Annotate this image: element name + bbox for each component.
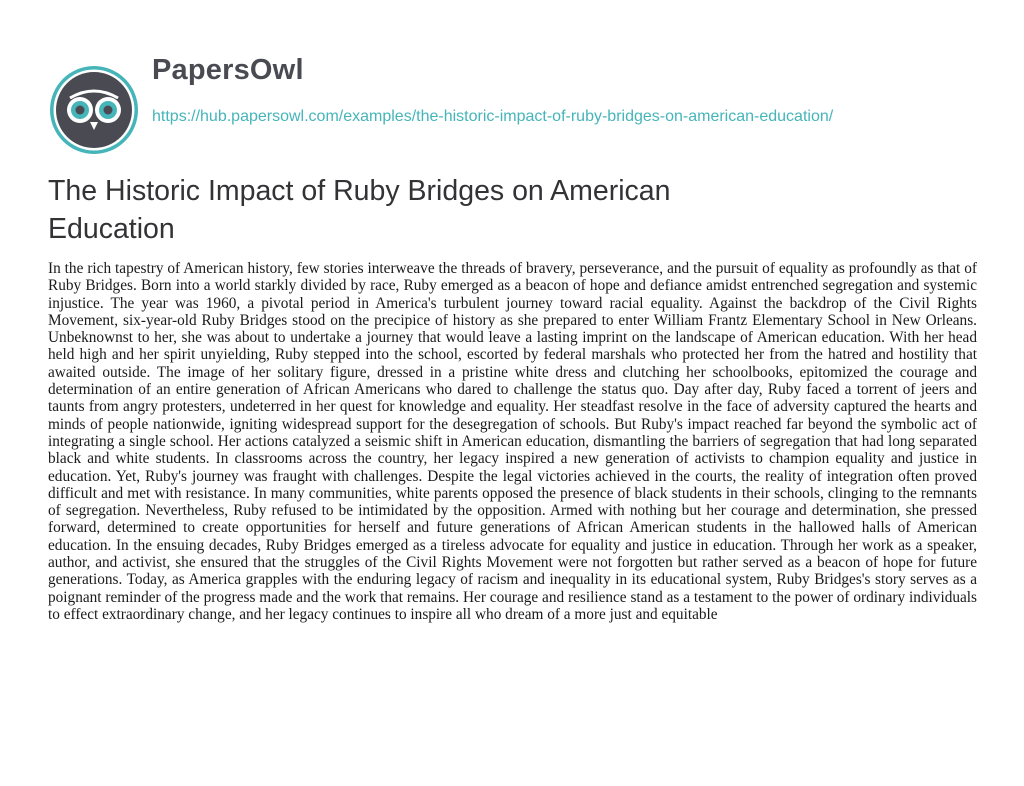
source-url-link[interactable]: https://hub.papersowl.com/examples/the-historic-impact-of-ruby-bridges-on-american-education/ [152,108,834,125]
owl-icon [48,64,140,156]
header [48,50,988,160]
article-body: In the rich tapestry of American history, few stories interweave the threads of bravery, perseverance, and the pursuit of equality as profoundly as that of Ruby Bridges. Born into a world starkly divided by race, Ruby emerged as a beacon of hope and defiance amidst entrenched segregation and systemic injustice. The year was 1960, a pivotal period in America's turbulent journey toward racial equality. Against the backdrop of the Civil Rights Movement, six-year-old Ruby Bridges stood on the precipice of history as she prepared to enter William Frantz Elementary School in New Orleans. Unbeknownst to her, she was about to undertake a journey that would leave a lasting imprint on the landscape of American education. With her head held high and her spirit unyielding, Ruby stepped into the school, escorted by federal marshals who protected her from the hatred and hostility that awaited outside. The image of her solitary figure, dressed in a pristine white dress and clutching her schoolbooks, epitomized the courage and determination of an entire generation of African Americans who dared to challenge the status quo. Day after day, Ruby faced a torrent of jeers and taunts from angry protesters, undeterred in her quest for knowledge and equality. Her steadfast resolve in the face of adversity captured the hearts and minds of people nationwide, igniting widespread support for the desegregation of schools. But Ruby's impact reached far beyond the symbolic act of integrating a single school. Her actions catalyzed a seismic shift in American education, dismantling the barriers of segregation that had long separated black and white students. In classrooms across the country, her legacy inspired a new generation of activists to champion equality and justice in education. Yet, Ruby's journey was fraught with challenges. Despite the legal victories achieved in the courts, the reality of integration often proved difficult and met with resistance. In many communities, white parents opposed the presence of black students in their schools, clinging to the remnants of segregation. Nevertheless, Ruby refused to be intimidated by the opposition. Armed with nothing but her courage and determination, she pressed forward, determined to create opportunities for herself and future generations of African American students in the hallowed halls of American education. In the ensuing decades, Ruby Bridges emerged as a tireless advocate for equality and justice in education. Through her work as a speaker, author, and activist, she ensured that the struggles of the Civil Rights Movement were not forgotten but rather served as a beacon of hope for future generations. Today, as America grapples with the enduring legacy of racism and inequality in its educational system, Ruby Bridges's story serves as a poignant reminder of the progress made and the work that remains. Her courage and resilience stand as a testament to the power of ordinary individuals to effect extraordinary change, and her legacy continues to inspire all who dream of a more just and equitable [48,260,977,623]
article-title: The Historic Impact of Ruby Bridges on American Education [48,175,671,245]
brand-name: PapersOwl [152,54,304,86]
